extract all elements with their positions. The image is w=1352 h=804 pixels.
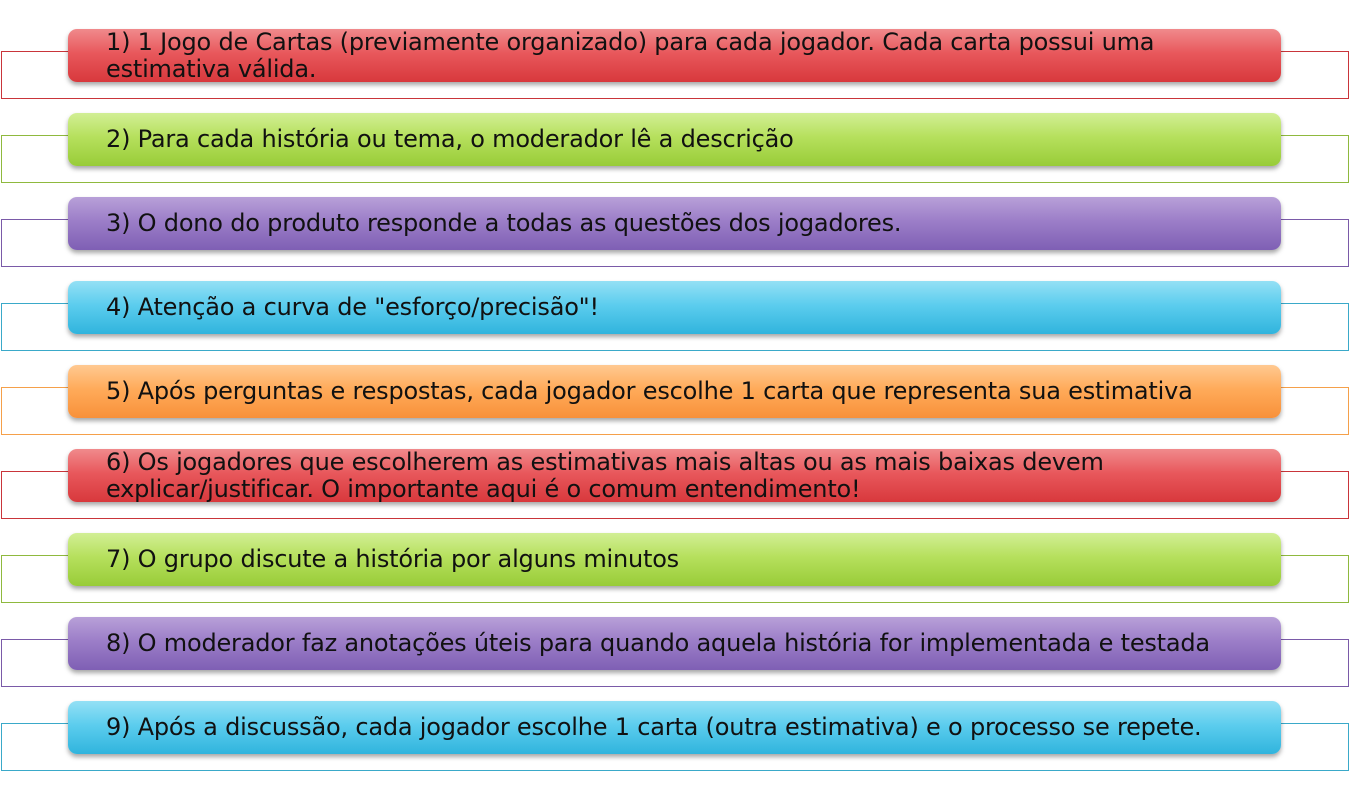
step-1-bar bbox=[68, 29, 1281, 82]
step-2 bbox=[0, 113, 1352, 187]
step-5-text: 5) Após perguntas e respostas, cada jogador escolhe 1 carta que representa sua estimativa bbox=[106, 377, 1193, 405]
step-9-bar bbox=[68, 701, 1281, 754]
step-9 bbox=[0, 701, 1352, 775]
step-7-bar bbox=[68, 533, 1281, 586]
step-8-bar bbox=[68, 617, 1281, 670]
step-7-text: 7) O grupo discute a história por alguns minutos bbox=[106, 545, 679, 573]
step-6 bbox=[0, 449, 1352, 523]
step-3-bar bbox=[68, 197, 1281, 250]
step-8 bbox=[0, 617, 1352, 691]
step-3-text: 3) O dono do produto responde a todas as questões dos jogadores. bbox=[106, 209, 902, 237]
step-5-bar bbox=[68, 365, 1281, 418]
step-4-text: 4) Atenção a curva de "esforço/precisão"! bbox=[106, 293, 599, 321]
step-4-bar bbox=[68, 281, 1281, 334]
step-8-text: 8) O moderador faz anotações úteis para quando aquela história for implementada e testada bbox=[106, 629, 1210, 657]
step-6-text: 6) Os jogadores que escolherem as estimativas mais altas ou as mais baixas devem explicar/justificar. O importante aqui é o comum entendimento! bbox=[106, 447, 1104, 503]
step-3 bbox=[0, 197, 1352, 271]
step-7 bbox=[0, 533, 1352, 607]
step-9-text: 9) Após a discussão, cada jogador escolhe 1 carta (outra estimativa) e o processo se repete. bbox=[106, 713, 1202, 741]
step-6-bar bbox=[68, 449, 1281, 502]
step-1-text: 1) 1 Jogo de Cartas (previamente organizado) para cada jogador. Cada carta possui uma estimativa válida. bbox=[106, 27, 1155, 83]
step-2-text: 2) Para cada história ou tema, o moderador lê a descrição bbox=[106, 125, 794, 153]
step-1 bbox=[0, 29, 1352, 103]
step-4 bbox=[0, 281, 1352, 355]
step-5 bbox=[0, 365, 1352, 439]
step-2-bar bbox=[68, 113, 1281, 166]
